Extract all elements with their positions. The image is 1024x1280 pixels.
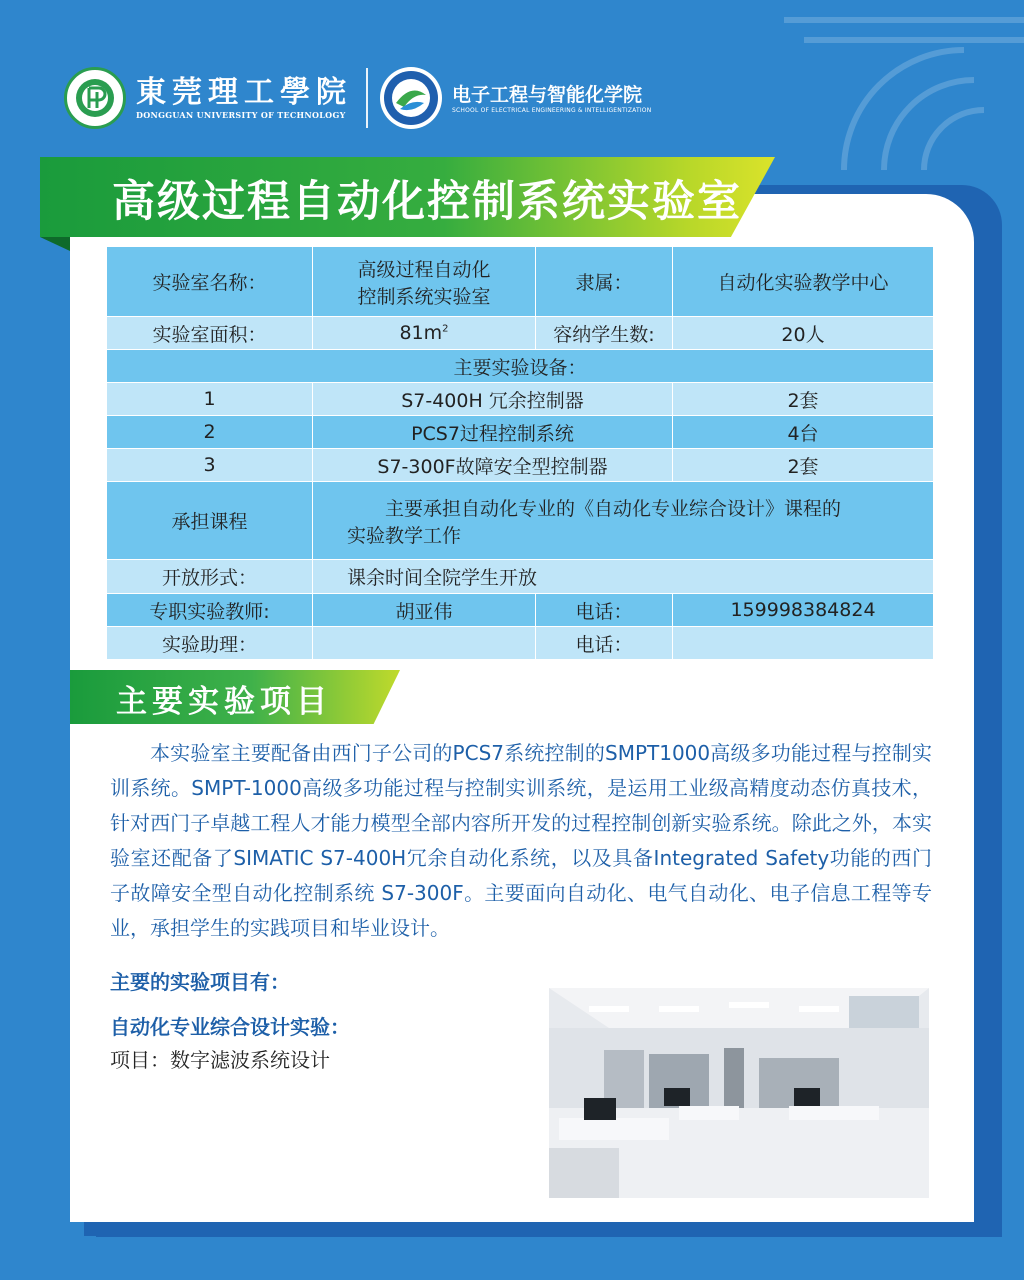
course-value [313, 482, 934, 560]
open-value: 课余时间全院学生开放 [313, 560, 934, 594]
open-label: 开放形式： [107, 560, 313, 594]
table-row [107, 383, 934, 416]
table-row [107, 594, 934, 627]
area-sup: 2 [442, 323, 449, 335]
lab-name-line1: 高级过程自动化 [357, 258, 491, 281]
table-row [107, 482, 934, 560]
teacher-label: 专职实验教师: [107, 594, 313, 627]
equipment-qty: 2套 [673, 449, 934, 482]
main-projects-heading: 主要的实验项目有： [110, 970, 290, 994]
equipment-qty: 4台 [673, 416, 934, 449]
table-row [107, 627, 934, 660]
table-row [107, 560, 934, 594]
equipment-name: PCS7过程控制系统 [313, 416, 673, 449]
header [64, 58, 651, 138]
school-logo [380, 67, 442, 129]
course-line2: 实验教学工作 [347, 524, 462, 547]
equipment-no: 3 [107, 449, 313, 482]
header-divider [366, 68, 368, 128]
school-name-en: SCHOOL OF ELECTRICAL ENGINEERING & INTELLIGENTIZATION [452, 106, 652, 114]
equipment-name: S7-300F故障安全型控制器 [313, 449, 673, 482]
equipment-qty: 2套 [673, 383, 934, 416]
description [110, 736, 932, 946]
lab-name-line2: 控制系统实验室 [357, 285, 491, 308]
table-row [107, 449, 934, 482]
equipment-name: S7-400H 冗余控制器 [313, 383, 673, 416]
area-value [313, 317, 536, 350]
phone-value: 15999838482​4 [673, 594, 934, 627]
university-name [136, 76, 352, 120]
school-name [452, 83, 651, 114]
course-label: 承担课程 [107, 482, 313, 560]
lab-name-value [313, 247, 536, 317]
assistant-label: 实验助理： [107, 627, 313, 660]
university-name-cn: 東莞理工學院 [136, 75, 352, 110]
capacity-label: 容纳学生数: [536, 317, 673, 350]
course-line1: 主要承担自动化专业的《自动化专业综合设计》课程的 [385, 497, 842, 520]
phone2-value [673, 627, 934, 660]
school-name-cn: 电子工程与智能化学院 [452, 83, 643, 106]
table-row [107, 317, 934, 350]
equipment-no: 2 [107, 416, 313, 449]
lab-info-table [106, 246, 934, 660]
area-number: 81m [399, 322, 443, 344]
table-row [107, 416, 934, 449]
affiliation-value: 自动化实验教学中心 [673, 247, 934, 317]
teacher-value: 胡亚伟 [313, 594, 536, 627]
table-row [107, 247, 934, 317]
lab-photo [549, 988, 929, 1198]
school-emblem-icon [382, 69, 440, 127]
project-item: 项目：数字滤波系统设计 [110, 1048, 330, 1072]
description-paragraph: 本实验室主要配备由西门子公司的PCS7系统控制的SMPT1000高级多功能过程与控制实训系统。SMPT-1000高级多功能过程与控制实训系统，是运用工业级高精度动态仿真技术，针对西门子卓越工程人才能力模型全部内容所开发的过程控制创新实验系统。除此之外，本实验室还配备了SIMATIC S7-400H冗余自动化系统，以及具备Integrated Safety功能的西门子故障安全型自动化控制系统 S7-300F。主要面向自动化、电气自动化、电子信息工程等专业，承担学生的实践项目和毕业设计。 [110, 741, 932, 940]
page-title: 高级过程自动化控制系统实验室 [112, 177, 742, 227]
background-pattern [664, 0, 1024, 170]
section-heading: 主要实验项目 [116, 684, 332, 720]
university-name-en: DONGGUAN UNIVERSITY OF TECHNOLOGY [136, 110, 346, 120]
phone2-label: 电话： [536, 627, 673, 660]
table-row [107, 350, 934, 383]
lab-name-label: 实验室名称： [107, 247, 313, 317]
panel-bottom-stripe [84, 1222, 1002, 1236]
title-banner-fold [40, 237, 70, 251]
equipment-no: 1 [107, 383, 313, 416]
university-emblem-icon [73, 76, 117, 120]
assistant-value [313, 627, 536, 660]
phone-label: 电话： [536, 594, 673, 627]
design-experiment-heading: 自动化专业综合设计实验： [110, 1015, 350, 1039]
area-label: 实验室面积： [107, 317, 313, 350]
capacity-value: 20人 [673, 317, 934, 350]
affiliation-label: 隶属： [536, 247, 673, 317]
equipment-header: 主要实验设备： [107, 350, 934, 383]
university-logo [64, 67, 126, 129]
